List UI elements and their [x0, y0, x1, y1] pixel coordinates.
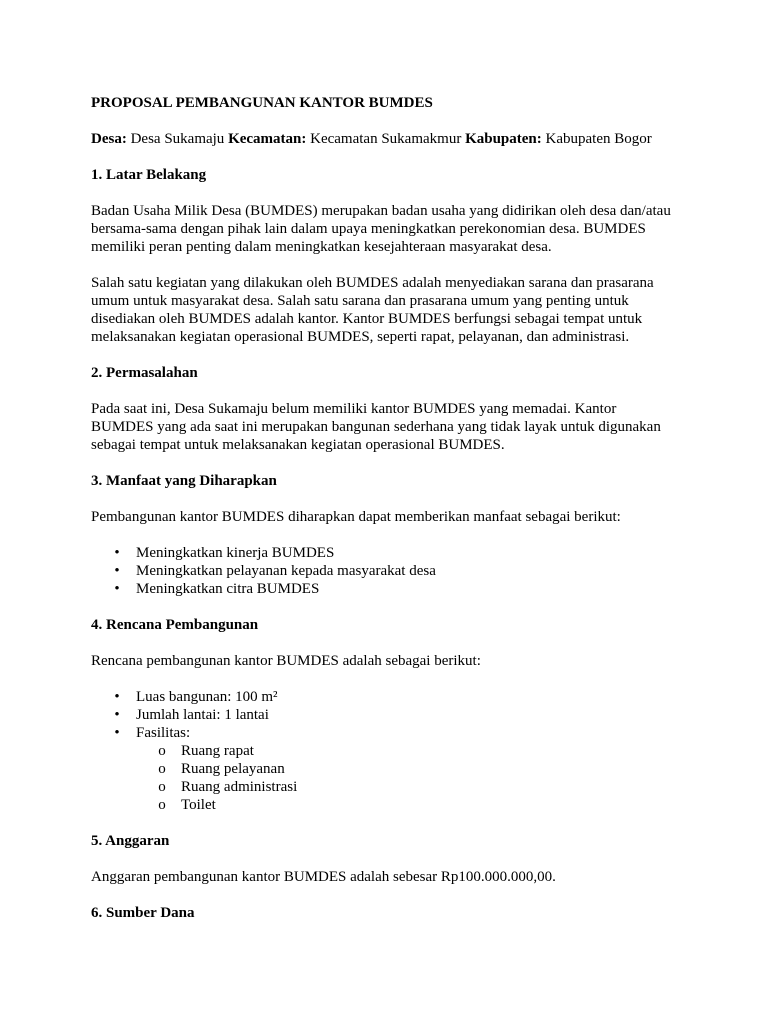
- section-heading-manfaat: 3. Manfaat yang Diharapkan: [91, 473, 277, 489]
- sublist-item-text: Toilet: [181, 797, 216, 813]
- sublist-item-text: Ruang pelayanan: [181, 761, 285, 777]
- circle-bullet-icon: o: [158, 779, 166, 795]
- list-item: [91, 724, 681, 814]
- desa-label: Desa:: [91, 131, 127, 147]
- list-item: [91, 688, 681, 706]
- list-item: [91, 706, 681, 724]
- sublist-item: [136, 760, 681, 778]
- list-item-text: Jumlah lantai: 1 lantai: [136, 707, 269, 723]
- list-item-text: Luas bangunan: 100 m²: [136, 689, 278, 705]
- desa-value: Desa Sukamaju: [130, 131, 225, 147]
- anggaran-paragraph: Anggaran pembangunan kantor BUMDES adalah sebesar Rp100.000.000,00.: [91, 869, 556, 885]
- circle-bullet-icon: o: [158, 797, 166, 813]
- rencana-paragraph: Rencana pembangunan kantor BUMDES adalah sebagai berikut:: [91, 653, 481, 669]
- bullet-icon: •: [114, 707, 120, 723]
- section-heading-sumber-dana: 6. Sumber Dana: [91, 905, 195, 921]
- list-item-text: Meningkatkan kinerja BUMDES: [136, 545, 335, 561]
- kecamatan-value: Kecamatan Sukamakmur: [310, 131, 462, 147]
- bullet-icon: •: [114, 581, 120, 597]
- latar-belakang-paragraph-1: Badan Usaha Milik Desa (BUMDES) merupakan badan usaha yang didirikan oleh desa dan/atau bersama-sama dengan pihak lain dalam upaya meningkatkan perekonomian desa. BUMDES memiliki peran penting dalam meningkatkan kesejahteraan masyarakat desa.: [91, 203, 671, 255]
- kabupaten-label: Kabupaten:: [465, 131, 542, 147]
- list-item: [91, 544, 681, 562]
- bullet-icon: •: [114, 689, 120, 705]
- location-line: [91, 130, 681, 148]
- rencana-list: [91, 688, 681, 814]
- bullet-icon: •: [114, 725, 120, 741]
- list-item: [91, 562, 681, 580]
- sublist-item-text: Ruang administrasi: [181, 779, 298, 795]
- fasilitas-sublist: [136, 742, 681, 814]
- circle-bullet-icon: o: [158, 743, 166, 759]
- sublist-item: [136, 742, 681, 760]
- manfaat-list: [91, 544, 681, 598]
- circle-bullet-icon: o: [158, 761, 166, 777]
- document-title: PROPOSAL PEMBANGUNAN KANTOR BUMDES: [91, 95, 433, 111]
- list-item-text: Meningkatkan pelayanan kepada masyarakat desa: [136, 563, 436, 579]
- permasalahan-paragraph: Pada saat ini, Desa Sukamaju belum memiliki kantor BUMDES yang memadai. Kantor BUMDES yang ada saat ini merupakan bangunan sederhana yang tidak layak untuk digunakan sebagai tempat untuk melaksanakan kegiatan operasional BUMDES.: [91, 401, 661, 453]
- bullet-icon: •: [114, 563, 120, 579]
- list-item-text: Fasilitas:: [136, 725, 191, 741]
- latar-belakang-paragraph-2: Salah satu kegiatan yang dilakukan oleh BUMDES adalah menyediakan sarana dan prasarana umum untuk masyarakat desa. Salah satu sarana dan prasarana umum yang penting untuk disediakan oleh BUMDES adalah kantor. Kantor BUMDES berfungsi sebagai tempat untuk melaksanakan kegiatan operasional BUMDES, seperti rapat, pelayanan, dan administrasi.: [91, 275, 654, 345]
- section-heading-anggaran: 5. Anggaran: [91, 833, 170, 849]
- manfaat-paragraph: Pembangunan kantor BUMDES diharapkan dapat memberikan manfaat sebagai berikut:: [91, 509, 621, 525]
- sublist-item-text: Ruang rapat: [181, 743, 254, 759]
- section-heading-latar-belakang: 1. Latar Belakang: [91, 167, 207, 183]
- section-heading-rencana: 4. Rencana Pembangunan: [91, 617, 259, 633]
- bullet-icon: •: [114, 545, 120, 561]
- document-body: [91, 94, 681, 940]
- section-heading-permasalahan: 2. Permasalahan: [91, 365, 198, 381]
- list-item: [91, 580, 681, 598]
- list-item-text: Meningkatkan citra BUMDES: [136, 581, 320, 597]
- sublist-item: [136, 778, 681, 796]
- kabupaten-value: Kabupaten Bogor: [545, 131, 652, 147]
- sublist-item: [136, 796, 681, 814]
- kecamatan-label: Kecamatan:: [228, 131, 307, 147]
